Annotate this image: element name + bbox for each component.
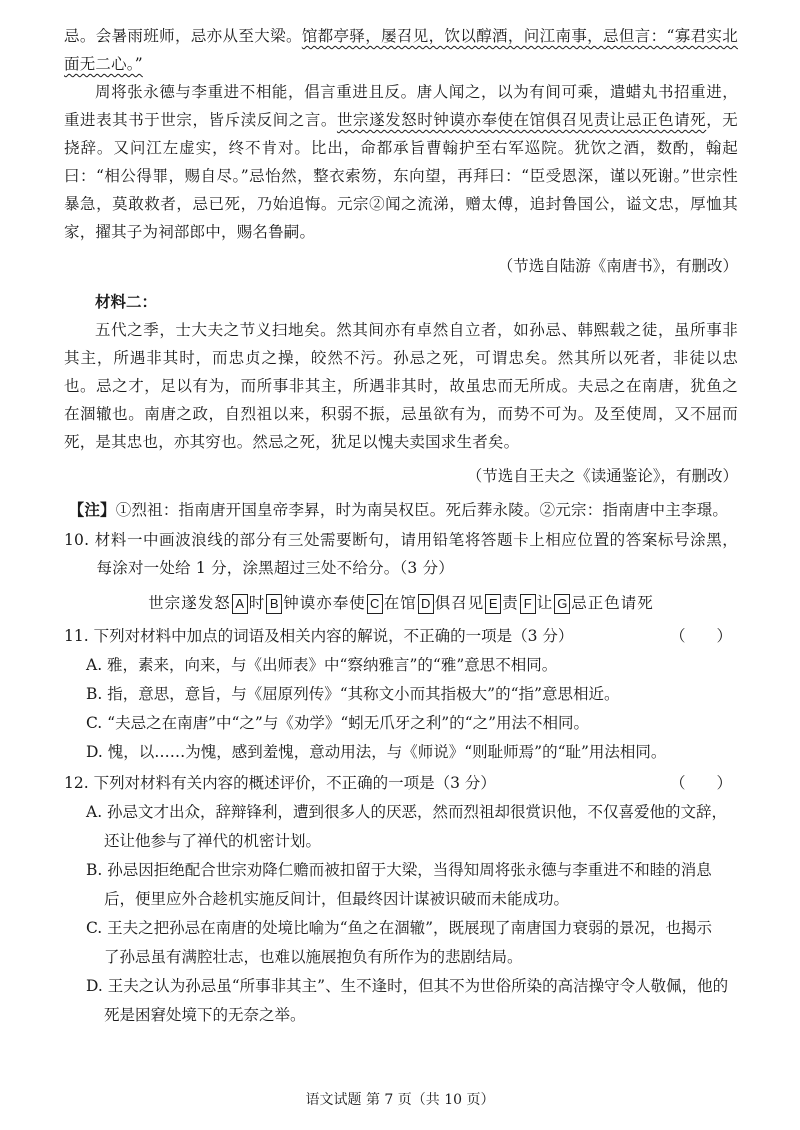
seq-text: 世宗遂发怒 [148, 594, 231, 612]
q10-stem: 10. 材料一中画波浪线的部分有三处需要断句，请用铅笔将答题卡上相应位置的答案标号涂黑，每涂对一处给 1 分，涂黑超过三处不给分。（3 分） [64, 531, 738, 577]
q11-option-c: C. “夫忌之在南唐”中“之”与《劝学》“蚓无爪牙之利”的“之”用法不相同。 [86, 714, 590, 732]
answer-box-e[interactable]: E [485, 594, 501, 614]
seq-text: 在馆 [383, 594, 417, 612]
seq-text: 钟谟亦奉使 [283, 594, 366, 612]
option-first-line: C. 王夫之把孙忌在南唐的处境比喻为“鱼之在涸辙”，既展现了南唐国力衰弱的景况，也揭示 [86, 919, 713, 937]
answer-box-g[interactable]: G [554, 594, 570, 614]
material2-para: 五代之季，士大夫之节义扫地矣。然其间亦有卓然自立者，如孙忌、韩熙载之徒，虽所事非其主，所遇非其时，而忠贞之操，皎然不污。孙忌之死，可谓忠矣。然其所以死者，非徒以忠也。忌之才，足以有为，而所事非其主，所遇非其时，故虽忠而无所成。夫忌之在南唐，犹鱼之在涸辙也。南唐之政，自烈祖以来，积弱不振，忌虽欲有为，而势不可为。及至使周，又不屈而死，是其忠也，亦其穷也。然忌之死，犹足以愧夫卖国求生者矣。 [64, 321, 738, 451]
page-footer: 语文试题 第 7 页（共 10 页） [305, 1092, 495, 1108]
q11-answer-paren[interactable]: （ ） [669, 627, 732, 645]
seq-text: 让 [536, 594, 554, 612]
q12-option-a [64, 798, 738, 856]
para1-wavy-text: 馆都亭驿，屡召见，饮以醇酒，问江南事，忌但言：“寡君实北面无二心。” [64, 27, 738, 73]
q12-option-b [64, 856, 738, 914]
q11-option-a: A. 雅，素来，向来，与《出师表》中“察纳雅言”的“雅”意思不相同。 [86, 656, 558, 674]
seq-text: 责 [502, 594, 519, 612]
option-first-line: A. 孙忌文才出众，辞辩锋利，遭到很多人的厌恶，然而烈祖却很赏识他，不仅喜爱他的文辞， [86, 803, 728, 821]
answer-box-b[interactable]: B [266, 594, 282, 614]
question-12 [64, 769, 738, 798]
note [64, 496, 738, 524]
q12-option-d [64, 972, 738, 1030]
q12-answer-paren[interactable]: （ ） [669, 774, 732, 792]
option-rest: 死是困窘处境下的无奈之举。 [104, 1006, 306, 1024]
question-10 [64, 526, 738, 618]
passage1-para2 [64, 78, 738, 246]
answer-box-d[interactable]: D [418, 594, 434, 614]
option-first-line: B. 孙忌因拒绝配合世宗劝降仁赡而被扣留于大梁，当得知周将张永德与李重进不和睦的消息 [86, 861, 712, 879]
answer-box-c[interactable]: C [367, 594, 383, 614]
q11-option-b: B. 指，意思，意旨，与《屈原列传》“其称文小而其指极大”的“指”意思相近。 [86, 685, 620, 703]
para2-text-b: ，无挠辞。又问江左虚实，终不肯对。比出，命都承旨曹翰护至右军巡院。犹饮之酒，数酌，翰起曰：“相公得罪，赐自尽。”忌怡然，整衣索笏，东向望，再拜曰：“臣受恩深，谨以死谢。”世宗性暴急，莫敢救者，忌已死，乃始追悔。元宗②闻之流涕，赠太傅，追封鲁国公，谥文忠，厚恤其家，擢其子为祠部郎中，赐名鲁嗣。 [64, 111, 738, 241]
q10-sentence-sequence [64, 588, 738, 618]
option-rest: 后，便里应外合趁机实施反间计，但最终因计谋被识破而未能成功。 [104, 890, 570, 908]
option-rest: 还让他参与了禅代的机密计划。 [104, 832, 322, 850]
option-rest: 了孙忌虽有满腔壮志，也难以施展抱负有所作为的悲剧结局。 [104, 948, 523, 966]
seq-text: 忌正色请死 [571, 594, 654, 612]
option-first-line: D. 王夫之认为孙忌虽“所事非其主”、生不逢时，但其不为世俗所染的高洁操守令人敬佩，他的 [86, 977, 729, 995]
passage1-para1 [64, 22, 738, 78]
para1-text: 忌。会暑雨班师，忌亦从至大梁。 [64, 27, 302, 45]
material2-heading: 材料二： [95, 292, 158, 311]
answer-box-a[interactable]: A [232, 594, 248, 614]
answer-box-f[interactable]: F [520, 594, 536, 614]
para2-wavy-text: 世宗遂发怒时钟谟亦奉使在馆俱召见责让忌正色请死 [336, 111, 707, 129]
seq-text: 俱召见 [434, 594, 485, 612]
para2-text-a: 周将张永德与李重进不相能，倡言重进且反。唐人闻之，以为有间可乘，遣蜡丸书招重进，重进表其书于世宗，皆斥渎反间之言。 [64, 83, 738, 129]
note-text: ①烈祖：指南唐开国皇帝李昪，时为南吴权臣。死后葬永陵。②元宗：指南唐中主李璟。 [115, 501, 729, 519]
material2-source: （节选自王夫之《读通鉴论》，有删改） [466, 467, 738, 485]
q11-stem: 11. 下列对材料中加点的词语及相关内容的解说，不正确的一项是（3 分） [64, 627, 574, 645]
question-11 [64, 622, 738, 651]
seq-text: 时 [248, 594, 266, 612]
passage1-source: （节选自陆游《南唐书》，有删改） [497, 257, 738, 275]
q11-option-d: D. 愧，以……为愧，感到羞愧，意动用法，与《师说》“则耻师焉”的“耻”用法相同。 [86, 743, 667, 761]
q12-option-c [64, 914, 738, 972]
q12-stem: 12. 下列对材料有关内容的概述评价，不正确的一项是（3 分） [64, 774, 496, 792]
note-label: 【注】 [68, 500, 116, 519]
